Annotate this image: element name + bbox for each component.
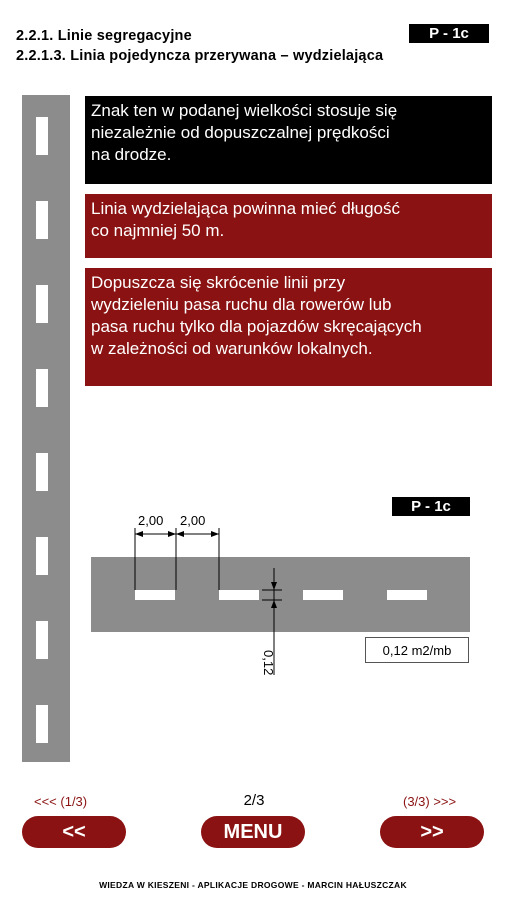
sign-code-badge: P - 1c [409, 24, 489, 43]
diagram-sign-badge: P - 1c [392, 497, 470, 516]
subsection-title: 2.2.1.3. Linia pojedyncza przerywana – wydzielająca [16, 48, 384, 64]
gap-length-label: 2,00 [180, 513, 206, 528]
next-page-label: (3/3) >>> [403, 794, 457, 809]
page-indicator: 2/3 [243, 792, 265, 809]
section-title: 2.2.1. Linie segregacyjne [16, 28, 192, 44]
info-text-line: Dopuszcza się skrócenie linii przy [91, 273, 346, 292]
area-label: 0,12 m2/mb [365, 637, 469, 663]
info-text-line: na drodze. [91, 145, 172, 164]
info-text-line: wydzieleniu pasa ruchu dla rowerów lub [91, 295, 392, 314]
info-text-line: Znak ten w podanej wielkości stosuje się [91, 101, 398, 120]
line-width-label: 0,12 [261, 650, 276, 676]
prev-button[interactable]: << [22, 816, 126, 848]
info-text-line: w zależności od warunków lokalnych. [91, 339, 373, 358]
dash-length-label: 2,00 [138, 513, 164, 528]
footer-credits: WIEDZA W KIESZENI - APLIKACJE DROGOWE - MARCIN HAŁUSZCZAK [99, 880, 407, 890]
info-text-line: co najmniej 50 m. [91, 221, 225, 240]
info-text-line: Linia wydzielająca powinna mieć długość [91, 199, 401, 218]
next-button[interactable]: >> [380, 816, 484, 848]
info-text-line: pasa ruchu tylko dla pojazdów skręcających [91, 317, 422, 336]
prev-page-label: <<< (1/3) [34, 794, 88, 809]
menu-button[interactable]: MENU [201, 816, 305, 848]
info-text-line: niezależnie od dopuszczalnej prędkości [91, 123, 390, 142]
